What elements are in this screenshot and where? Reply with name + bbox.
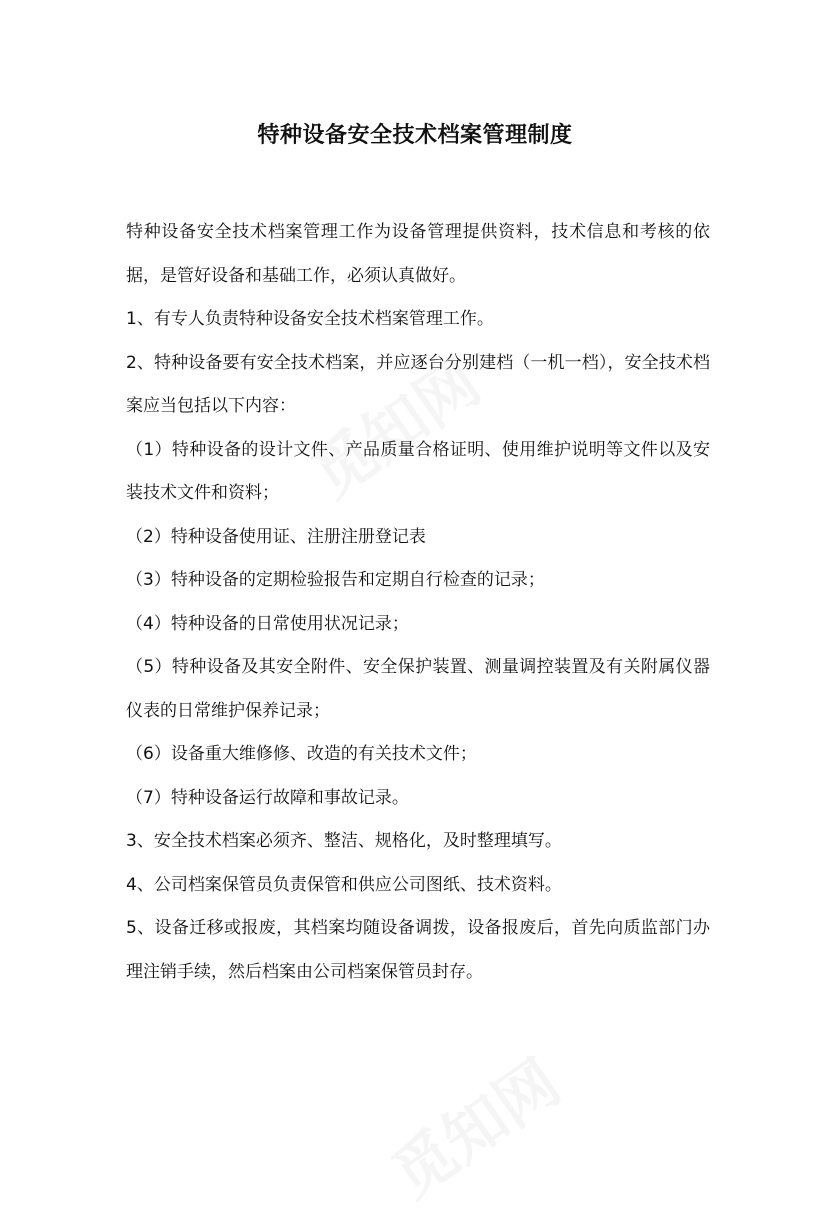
clause-5: 5、设备迁移或报废，其档案均随设备调拨，设备报废后，首先向质监部门办理注销手续，然后档案由公司档案保管员封存。 <box>126 918 710 982</box>
clause-3: 3、安全技术档案必须齐、整洁、规格化，及时整理填写。 <box>126 831 562 851</box>
document-body <box>126 211 710 994</box>
clause-1: 1、有专人负责特种设备安全技术档案管理工作。 <box>126 309 494 329</box>
sub-item-7: （7）特种设备运行故障和事故记录。 <box>126 787 409 808</box>
sub-item-5: （5）特种设备及其安全附件、安全保护装置、测量调控装置及有关附属仪器仪表的日常维护保养记录； <box>126 657 710 721</box>
sub-item-2: （2）特种设备使用证、注册注册登记表 <box>126 526 426 547</box>
clause-4: 4、公司档案保管员负责保管和供应公司图纸、技术资料。 <box>126 874 562 895</box>
sub-item-3: （3）特种设备的定期检验报告和定期自行检查的记录； <box>126 570 545 590</box>
sub-item-4: （4）特种设备的日常使用状况记录； <box>126 613 409 634</box>
document-title: 特种设备安全技术档案管理制度 <box>257 123 573 148</box>
watermark <box>371 1035 574 1214</box>
intro-paragraph: 特种设备安全技术档案管理工作为设备管理提供资料，技术信息和考核的依据，是管好设备和基础工作，必须认真做好。 <box>126 222 710 286</box>
sub-item-6: （6）设备重大维修修、改造的有关技术文件； <box>126 744 477 764</box>
clause-2: 2、特种设备要有安全技术档案，并应逐台分别建档（一机一档），安全技术档案应当包括以下内容： <box>126 352 710 416</box>
sub-item-1: （1）特种设备的设计文件、产品质量合格证明、使用维护说明等文件以及安装技术文件和资料； <box>126 439 710 503</box>
